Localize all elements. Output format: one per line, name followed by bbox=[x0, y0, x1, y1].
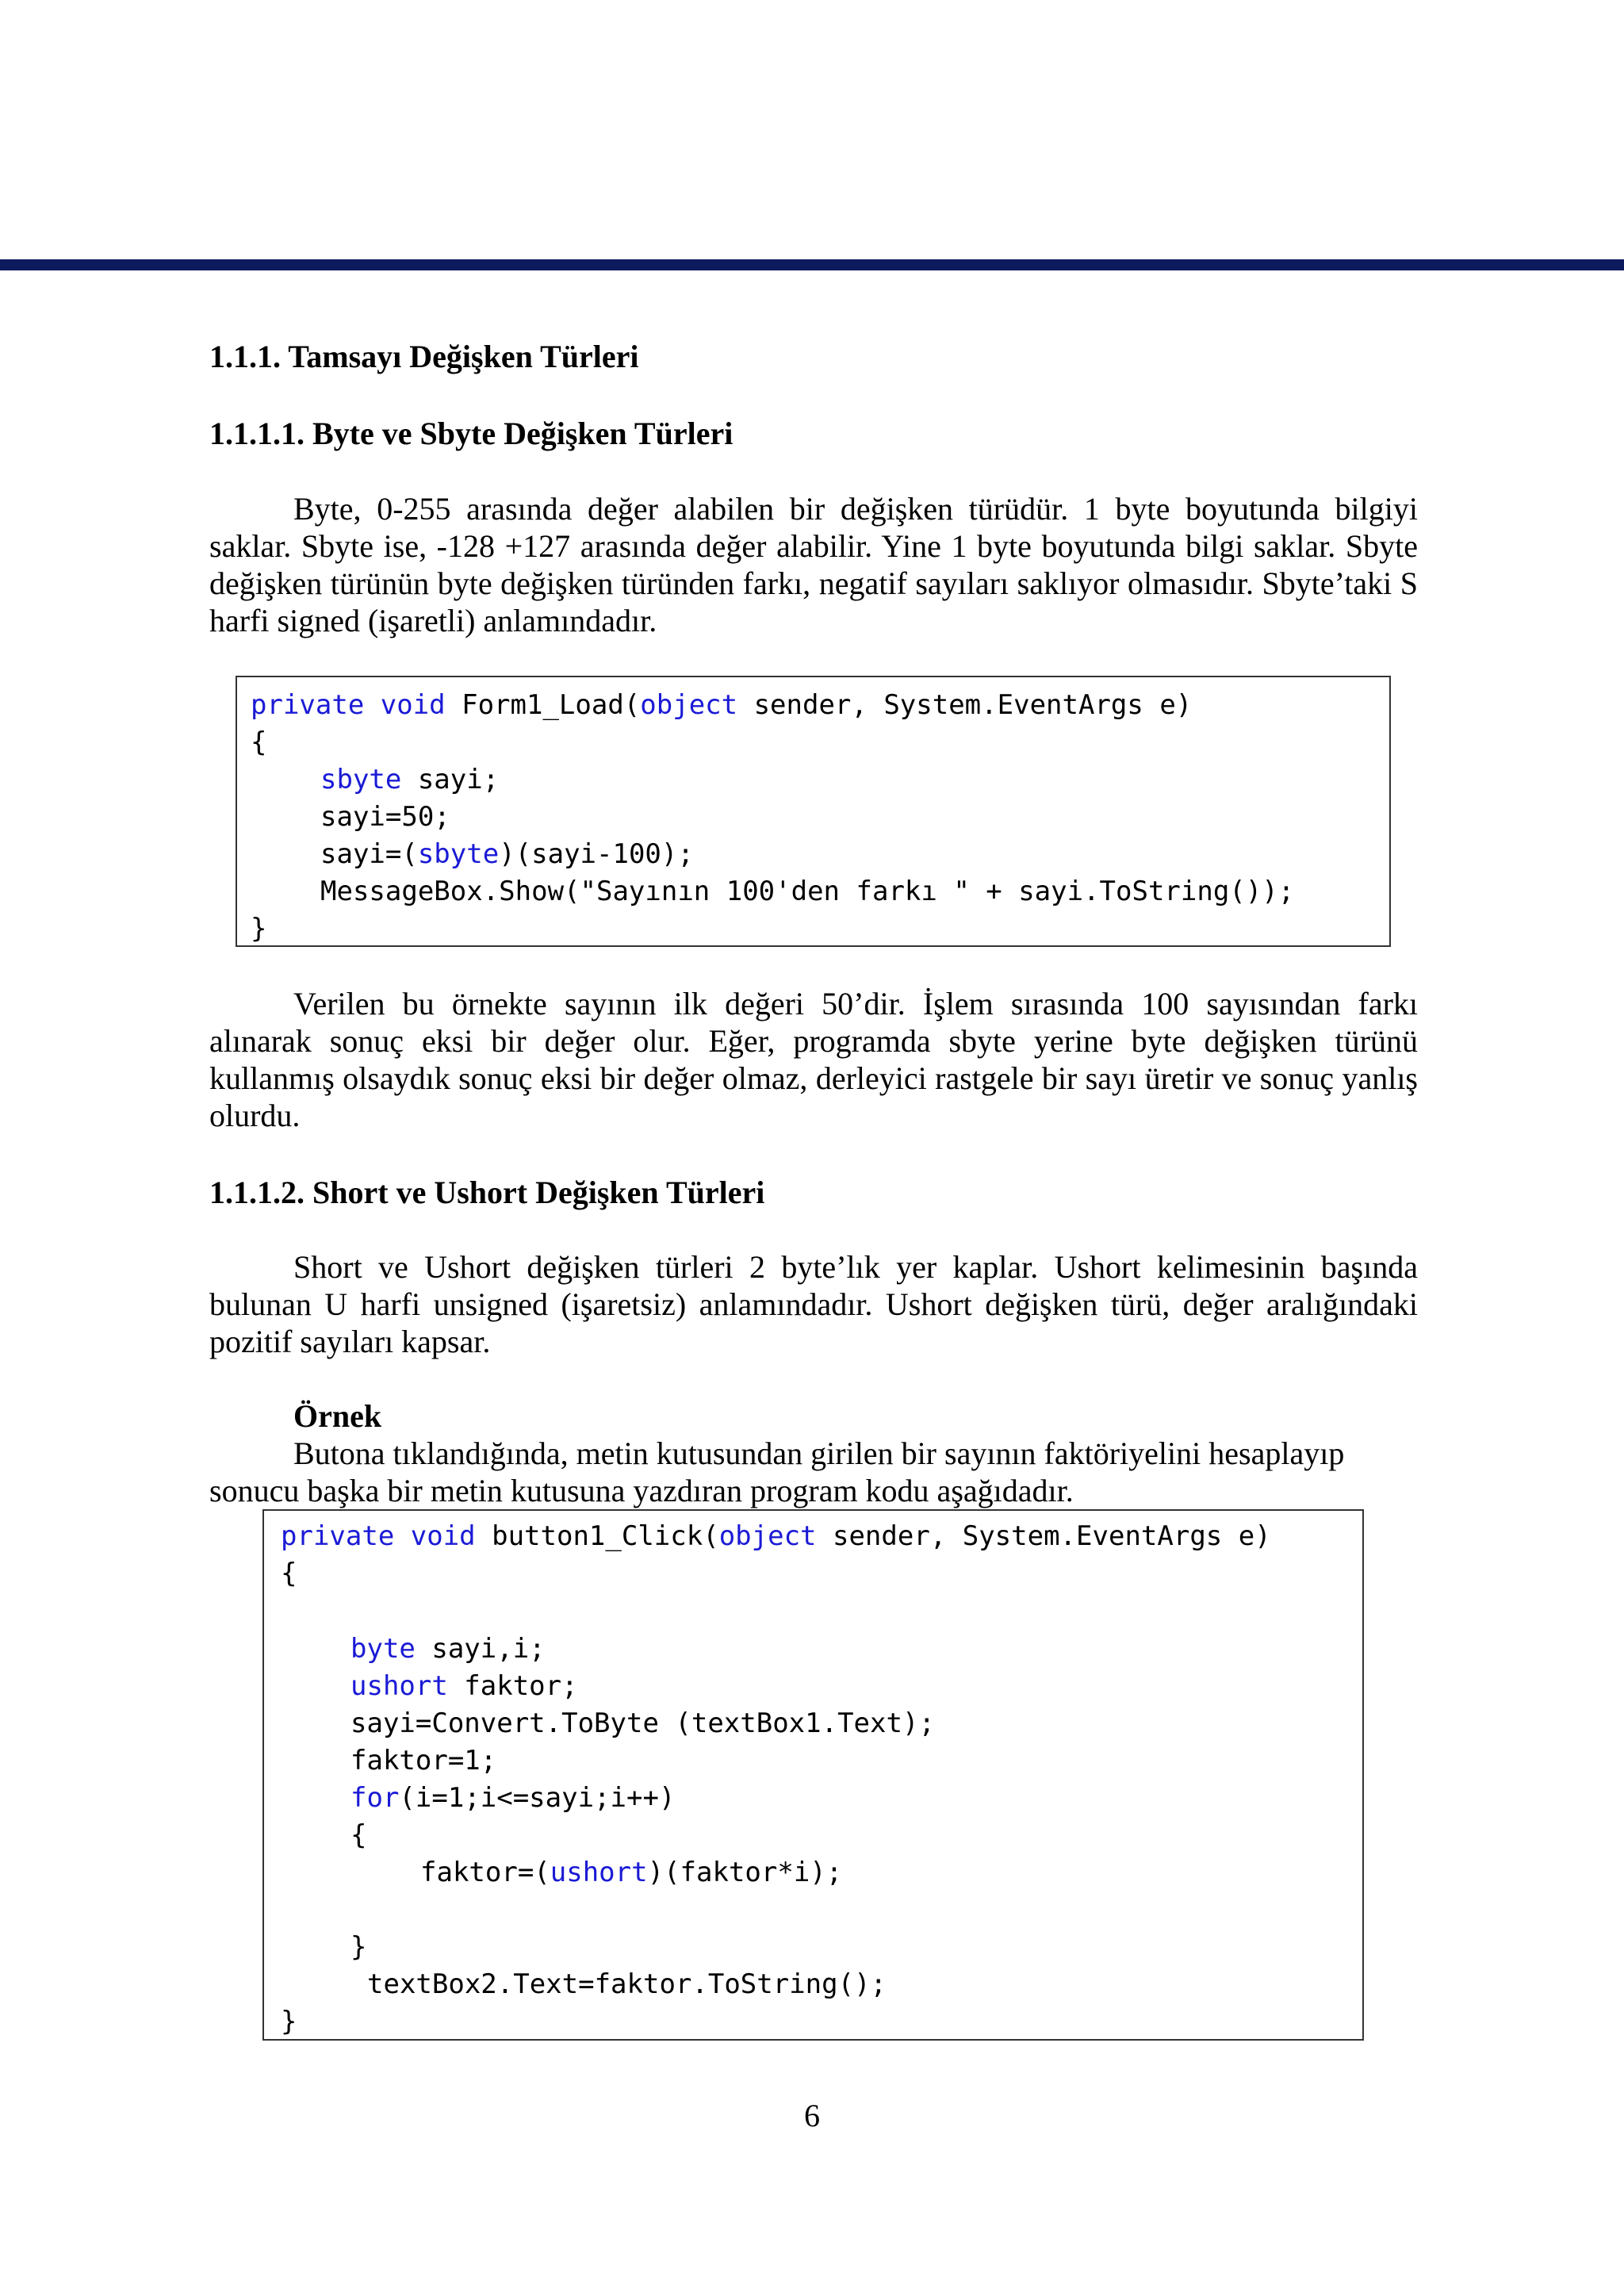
example-label: Örnek bbox=[293, 1398, 382, 1434]
code-line: private void button1_Click(object sender, System.EventArgs e) bbox=[281, 1520, 1271, 1552]
paragraph-example-note: Verilen bu örnekte sayının ilk değeri 50’dir. İşlem sırasında 100 sayısından farkı alınarak sonuç eksi bir değer olur. Eğer, programda sbyte yerine byte değişken türünü kullanmış olsaydık sonuç eksi bir değer olmaz, derleyici rastgele bir sayı üretir ve sonuç yanlış olurdu. bbox=[209, 986, 1418, 1133]
code-line: { bbox=[350, 1819, 367, 1851]
code-line: for(i=1;i<=sayi;i++) bbox=[350, 1782, 676, 1814]
code-line: } bbox=[281, 2006, 297, 2037]
code-line: { bbox=[251, 726, 267, 758]
code-line: sayi=Convert.ToByte (textBox1.Text); bbox=[350, 1708, 935, 1739]
subsection-heading-byte: 1.1.1.1. Byte ve Sbyte Değişken Türleri bbox=[209, 416, 733, 451]
code-block-button1-click bbox=[262, 1509, 1364, 2041]
code-line: sayi=50; bbox=[320, 801, 450, 833]
page-number: 6 bbox=[804, 2098, 820, 2133]
code-line: private void Form1_Load(object sender, System.EventArgs e) bbox=[251, 689, 1193, 721]
code-line: byte sayi,i; bbox=[350, 1633, 546, 1665]
code-line: MessageBox.Show("Sayının 100'den farkı " + sayi.ToString()); bbox=[320, 876, 1295, 907]
example-description-line-1: Butona tıklandığında, metin kutusundan girilen bir sayının faktöriyelini hesaplayıp bbox=[293, 1435, 1345, 1471]
paragraph-short-intro: Short ve Ushort değişken türleri 2 byte’lık yer kaplar. Ushort kelimesinin başında bulunan U harfi unsigned (işaretsiz) anlamındadır. Ushort değişken türü, değer aralığındaki pozitif sayıları kapsar. bbox=[209, 1249, 1418, 1359]
header-rule bbox=[0, 259, 1624, 270]
subsection-heading-short: 1.1.1.2. Short ve Ushort Değişken Türleri bbox=[209, 1175, 765, 1210]
example-description-line-2: sonucu başka bir metin kutusuna yazdıran program kodu aşağıdadır. bbox=[209, 1473, 1074, 1508]
code-line: textBox2.Text=faktor.ToString(); bbox=[367, 1968, 887, 2000]
code-line: faktor=1; bbox=[350, 1745, 497, 1776]
section-heading: 1.1.1. Tamsayı Değişken Türleri bbox=[209, 339, 639, 374]
code-line: sayi=(sbyte)(sayi-100); bbox=[320, 838, 694, 870]
paragraph-byte-intro: Byte, 0-255 arasında değer alabilen bir değişken türüdür. 1 byte boyutunda bilgiyi saklar. Sbyte ise, -128 +127 arasında değer alabilir. Yine 1 byte boyutunda bilgi saklar. Sbyte değişken türünün byte değişken türünden farkı, negatif sayıları saklıyor olmasıdır. Sbyte’taki S harfi signed (işaretli) anlamındadır. bbox=[209, 491, 1418, 638]
code-line: sbyte sayi; bbox=[320, 764, 500, 795]
code-line: ushort faktor; bbox=[350, 1670, 578, 1702]
code-line: faktor=(ushort)(faktor*i); bbox=[420, 1857, 843, 1888]
code-line: { bbox=[281, 1558, 297, 1589]
code-line: } bbox=[251, 913, 267, 945]
code-block-form1-load bbox=[236, 676, 1391, 947]
code-line: } bbox=[350, 1931, 367, 1963]
